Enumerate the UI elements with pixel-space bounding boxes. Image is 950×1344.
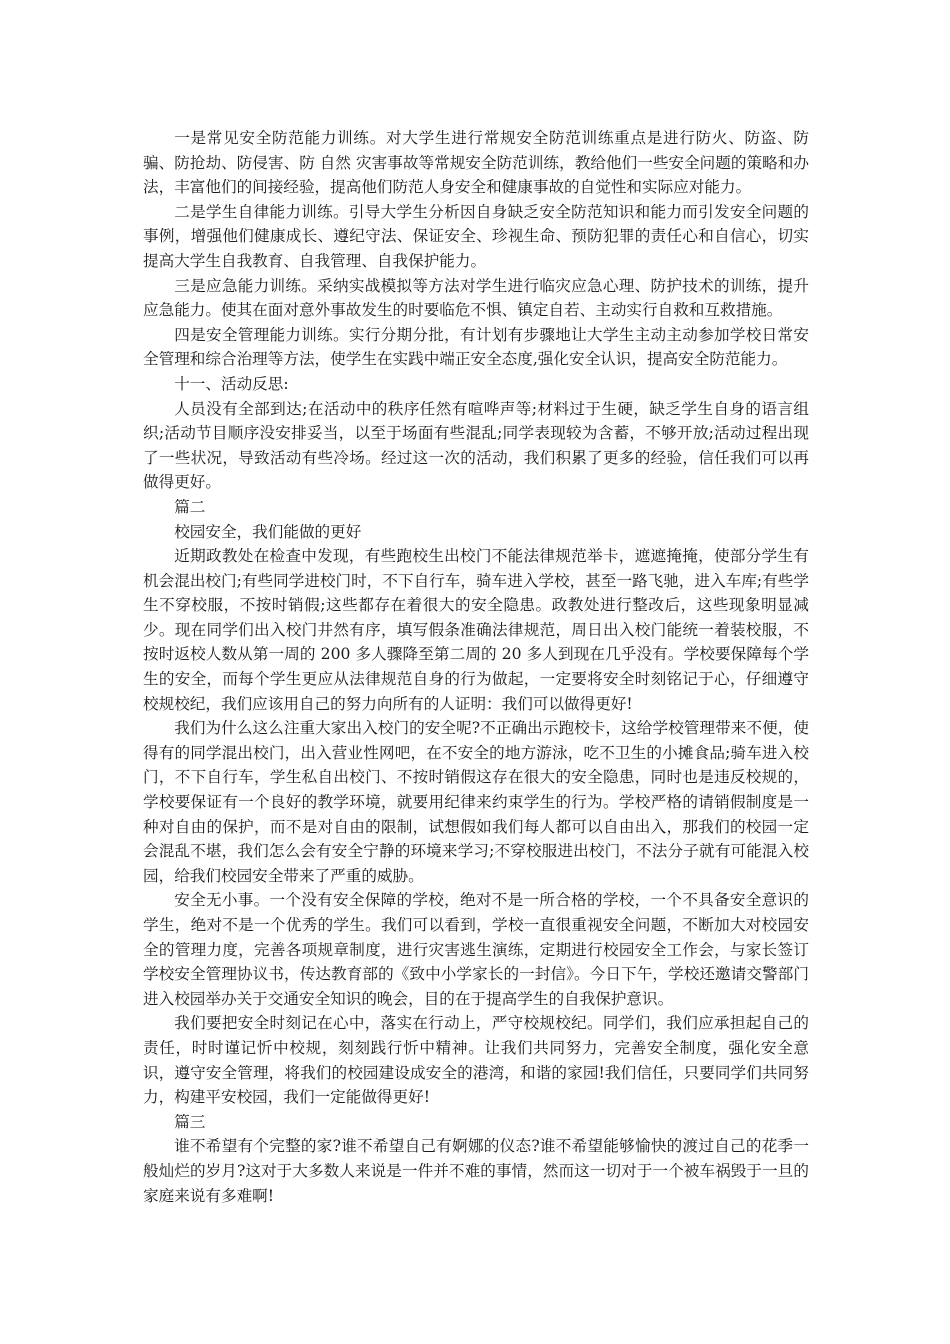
paragraph-self-discipline-training: 二是学生自律能力训练。引导大学生分析因自身缺乏安全防范知识和能力而引发安全问题的事例，增强他们健康成长、遵纪守法、保证安全、珍视生命、预防犯罪的责任心和自信心，切实提高大学生自我教育、自我管理、自我保护能力。 — [143, 202, 809, 270]
paragraph-why-gate-safety: 我们为什么这么注重大家出入校门的安全呢?不正确出示跑校卡，这给学校管理带来不便，使得有的同学混出校门，出入营业性网吧，在不安全的地方游泳，吃不卫生的小摊食品;骑车进入校门，不下自行车，学生私自出校门、不按时销假这存在很大的安全隐患，同时也是违反校规的，学校要保证有一个良好的教学环境，就要用纪律来约束学生的行为。学校严格的请销假制度是一种对自由的保护，而不是对自由的限制，试想假如我们每人都可以自由出入，那我们的校园一定会混乱不堪，我们怎么会有安全宁静的环境来学习;不穿校服进出校门，不法分子就有可能混入校园，给我们校园安全带来了严重的威胁。 — [143, 719, 809, 885]
paragraph-complete-family: 谁不希望有个完整的家?谁不希望自己有婀娜的仪态?谁不希望能够愉快的渡过自己的花季一般灿烂的岁月?这对于大多数人来说是一件并不难的事情，然而这一切对于一个被车祸毁于一旦的家庭来说有多难啊! — [143, 1137, 809, 1205]
paragraph-emergency-training: 三是应急能力训练。采纳实战模拟等方法对学生进行临灾应急心理、防护技术的训练，提升应急能力。使其在面对意外事故发生的时要临危不惧、镇定自若、主动实行自救和互救措施。 — [143, 276, 809, 320]
paragraph-safety-management-training: 四是安全管理能力训练。实行分期分批，有计划有步骤地让大学生主动主动参加学校日常安全管理和综合治理等方法，使学生在实践中端正安全态度,强化安全认识，提高安全防范能力。 — [143, 325, 809, 369]
paragraph-safety-no-small-matter: 安全无小事。一个没有安全保障的学校，绝对不是一所合格的学校，一个不具备安全意识的学生，绝对不是一个优秀的学生。我们可以看到，学校一直很重视安全问题，不断加大对校园安全的管理力度，完善各项规章制度，进行灾害逃生演练，定期进行校园安全工作会，与家长签订学校安全管理协议书，传达教育部的《致中小学家长的一封信》。今日下午，学校还邀请交警部门进入校园举办关于交通安全知识的晚会，目的在于提高学生的自我保护意识。 — [143, 891, 809, 1008]
document-body — [143, 126, 809, 1208]
article-title-campus-safety: 校园安全，我们能做的更好 — [174, 522, 362, 541]
section-heading-part-three: 篇三 — [174, 1112, 206, 1131]
paragraph-gate-inspection: 近期政教处在检查中发现，有些跑校生出校门不能法律规范举卡，遮遮掩掩，使部分学生有机会混出校门;有些同学进校门时，不下自行车，骑车进入学校，甚至一路飞驰，进入车库;有些学生不穿校服，不按时销假;这些都存在着很大的安全隐患。政教处进行整改后，这些现象明显减少。现在同学们出入校门井然有序，填写假条准确法律规范，周日出入校门能统一着装校服，不按时返校人数从第一周的 200 多人骤降至第二周的 20 多人到现在几乎没有。学校要保障每个学生的安全，而每个学生更应从法律规范自身的行为做起，一定要将安全时刻铭记于心，仔细遵守校规校纪，我们应该用自己的努力向所有的人证明：我们可以做得更好! — [143, 547, 809, 713]
paragraph-keep-safety-in-mind: 我们要把安全时刻记在心中，落实在行动上，严守校规校纪。同学们，我们应承担起自己的责任，时时谨记忻中校规，刻刻践行忻中精神。让我们共同努力，完善安全制度，强化安全意识，遵守安全管理，将我们的校园建设成安全的港湾，和谐的家园!我们信任，只要同学们共同努力，构建平安校园，我们一定能做得更好! — [143, 1014, 809, 1107]
paragraph-common-safety-training: 一是常见安全防范能力训练。对大学生进行常规安全防范训练重点是进行防火、防盗、防骗、防抢劫、防侵害、防 自然 灾害事故等常规安全防范训练，教给他们一些安全问题的策略和办法，丰富他们的间接经验，提高他们防范人身安全和健康事故的自觉性和实际应对能力。 — [143, 129, 809, 197]
section-heading-reflection: 十一、活动反思: — [174, 374, 289, 393]
section-heading-part-two: 篇二 — [174, 497, 206, 516]
paragraph-reflection: 人员没有全部到达;在活动中的秩序任然有喧哗声等;材料过于生硬，缺乏学生自身的语言组织;活动节目顺序没安排妥当，以至于场面有些混乱;同学表现较为含蓄，不够开放;活动过程出现了一些状况，导致活动有些冷场。经过这一次的活动，我们积累了更多的经验，信任我们可以再做得更好。 — [143, 399, 809, 492]
